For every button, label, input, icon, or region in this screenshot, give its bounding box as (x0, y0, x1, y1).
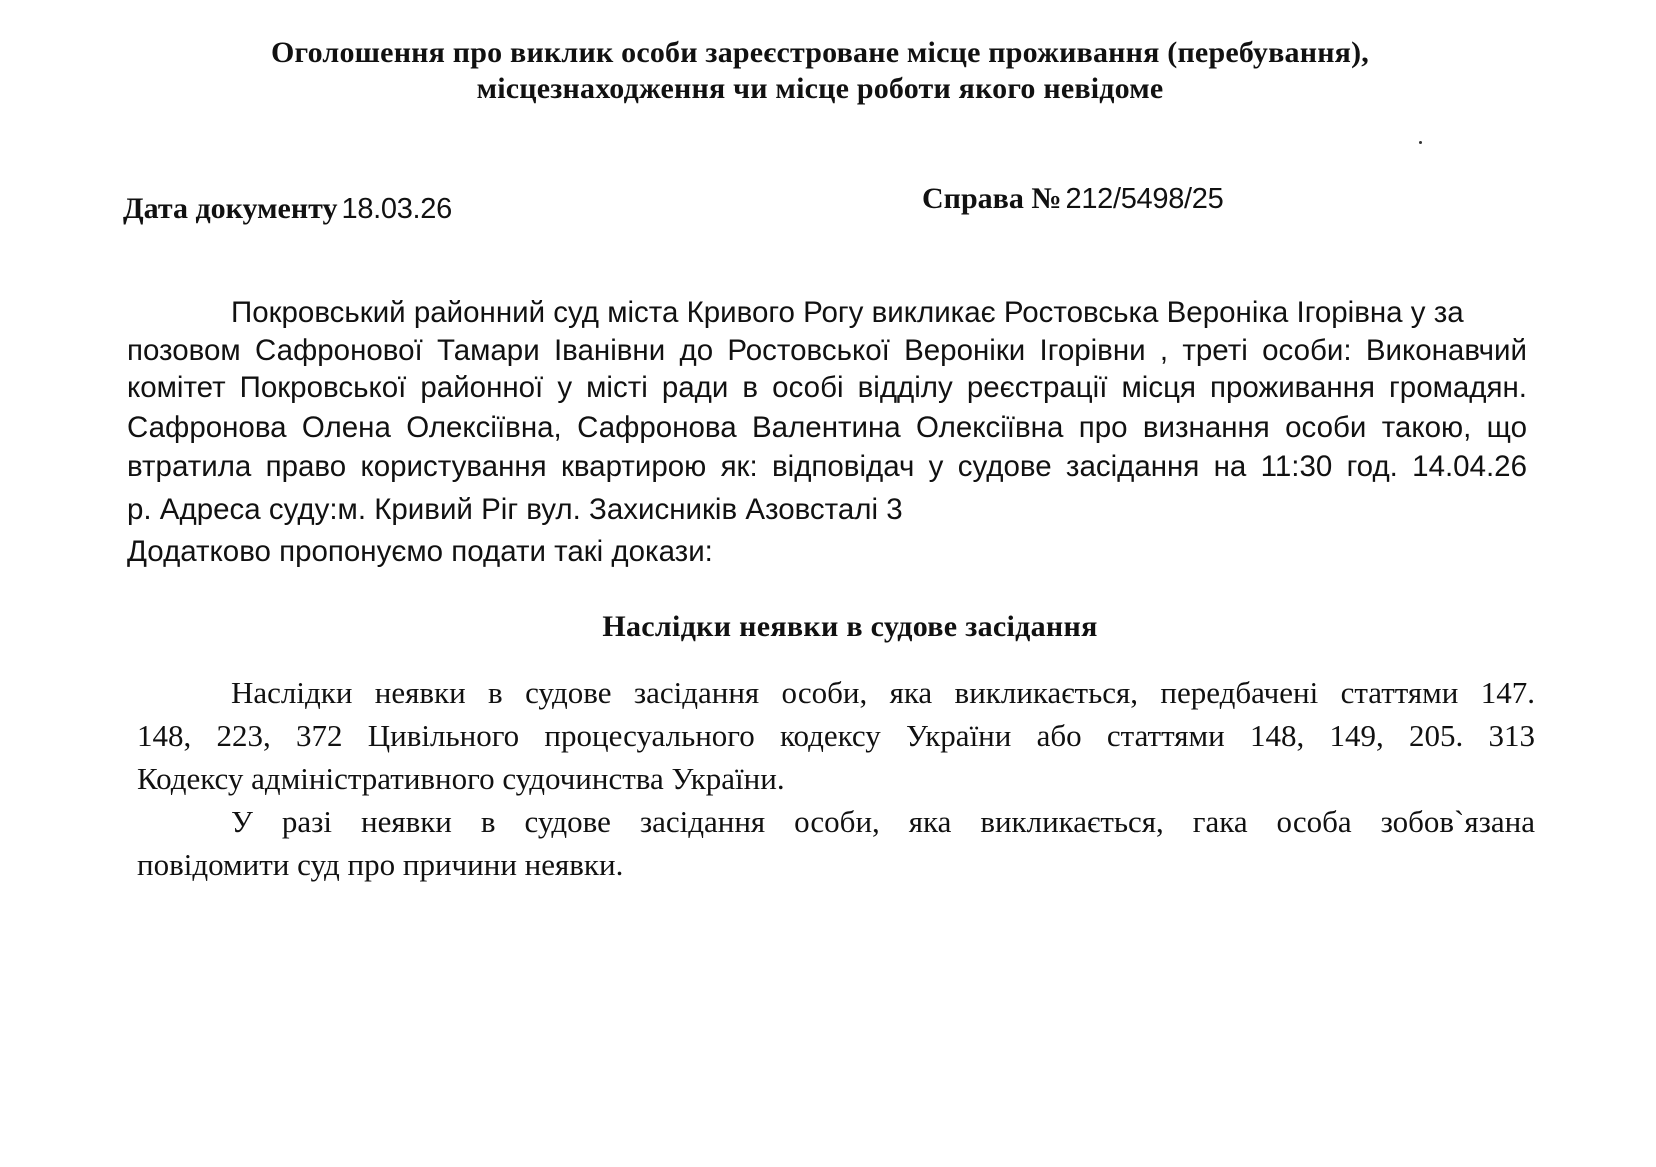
notice-title-line-2: місцезнаходження чи місце роботи якого невідоме (476, 72, 1164, 105)
summons-line: позовом Сафронової Тамари Іванівни до Ростовської Вероніки Ігорівни , треті особи: Виконавчий (127, 334, 1527, 367)
summons-line: втратила право користування квартирою як: відповідач у судове засідання на 11:30 год. 14.04.26 (127, 450, 1527, 483)
case-number-value: 212/5498/25 (1065, 183, 1224, 215)
consequences-line: повідомити суд про причини неявки. (137, 847, 624, 882)
consequences-heading: Наслідки неявки в судове засідання (602, 610, 1098, 643)
case-number (922, 182, 1223, 216)
document-date-value: 18.03.26 (341, 193, 452, 225)
summons-line: Сафронова Олена Олексіївна, Сафронова Валентина Олексіївна про визнання особи такою, що (127, 411, 1527, 444)
document-date (123, 192, 452, 226)
consequences-line: Кодексу адміністративного судочинства України. (137, 761, 785, 796)
summons-line: комітет Покровської районної у місті ради в особі відділу реєстрації місця проживання громадян. (127, 371, 1527, 404)
consequences-line: У разі неявки в судове засідання особи, яка викликається, гака особа зобов`язана (231, 804, 1535, 839)
summons-line: Покровський районний суд міста Кривого Рогу викликає Ростовська Вероніка Ігорівна у за (231, 296, 1464, 329)
consequences-line: 148, 223, 372 Цивільного процесуального кодексу України або статтями 148, 149, 205. 313 (137, 718, 1535, 753)
document-date-label: Дата документу (123, 192, 338, 225)
case-number-label: Справа № (922, 182, 1062, 215)
notice-title-line-1: Оголошення про виклик особи зареєстроване місце проживання (перебування), (271, 36, 1369, 69)
consequences-line: Наслідки неявки в судове засідання особи, яка викликається, передбачені статтями 147. (231, 675, 1535, 710)
summons-line: р. Адреса суду:м. Кривий Ріг вул. Захисників Азовсталі 3 (127, 493, 903, 526)
summons-line: Додатково пропонуємо подати такі докази: (127, 535, 713, 568)
scan-speck (1419, 141, 1422, 144)
